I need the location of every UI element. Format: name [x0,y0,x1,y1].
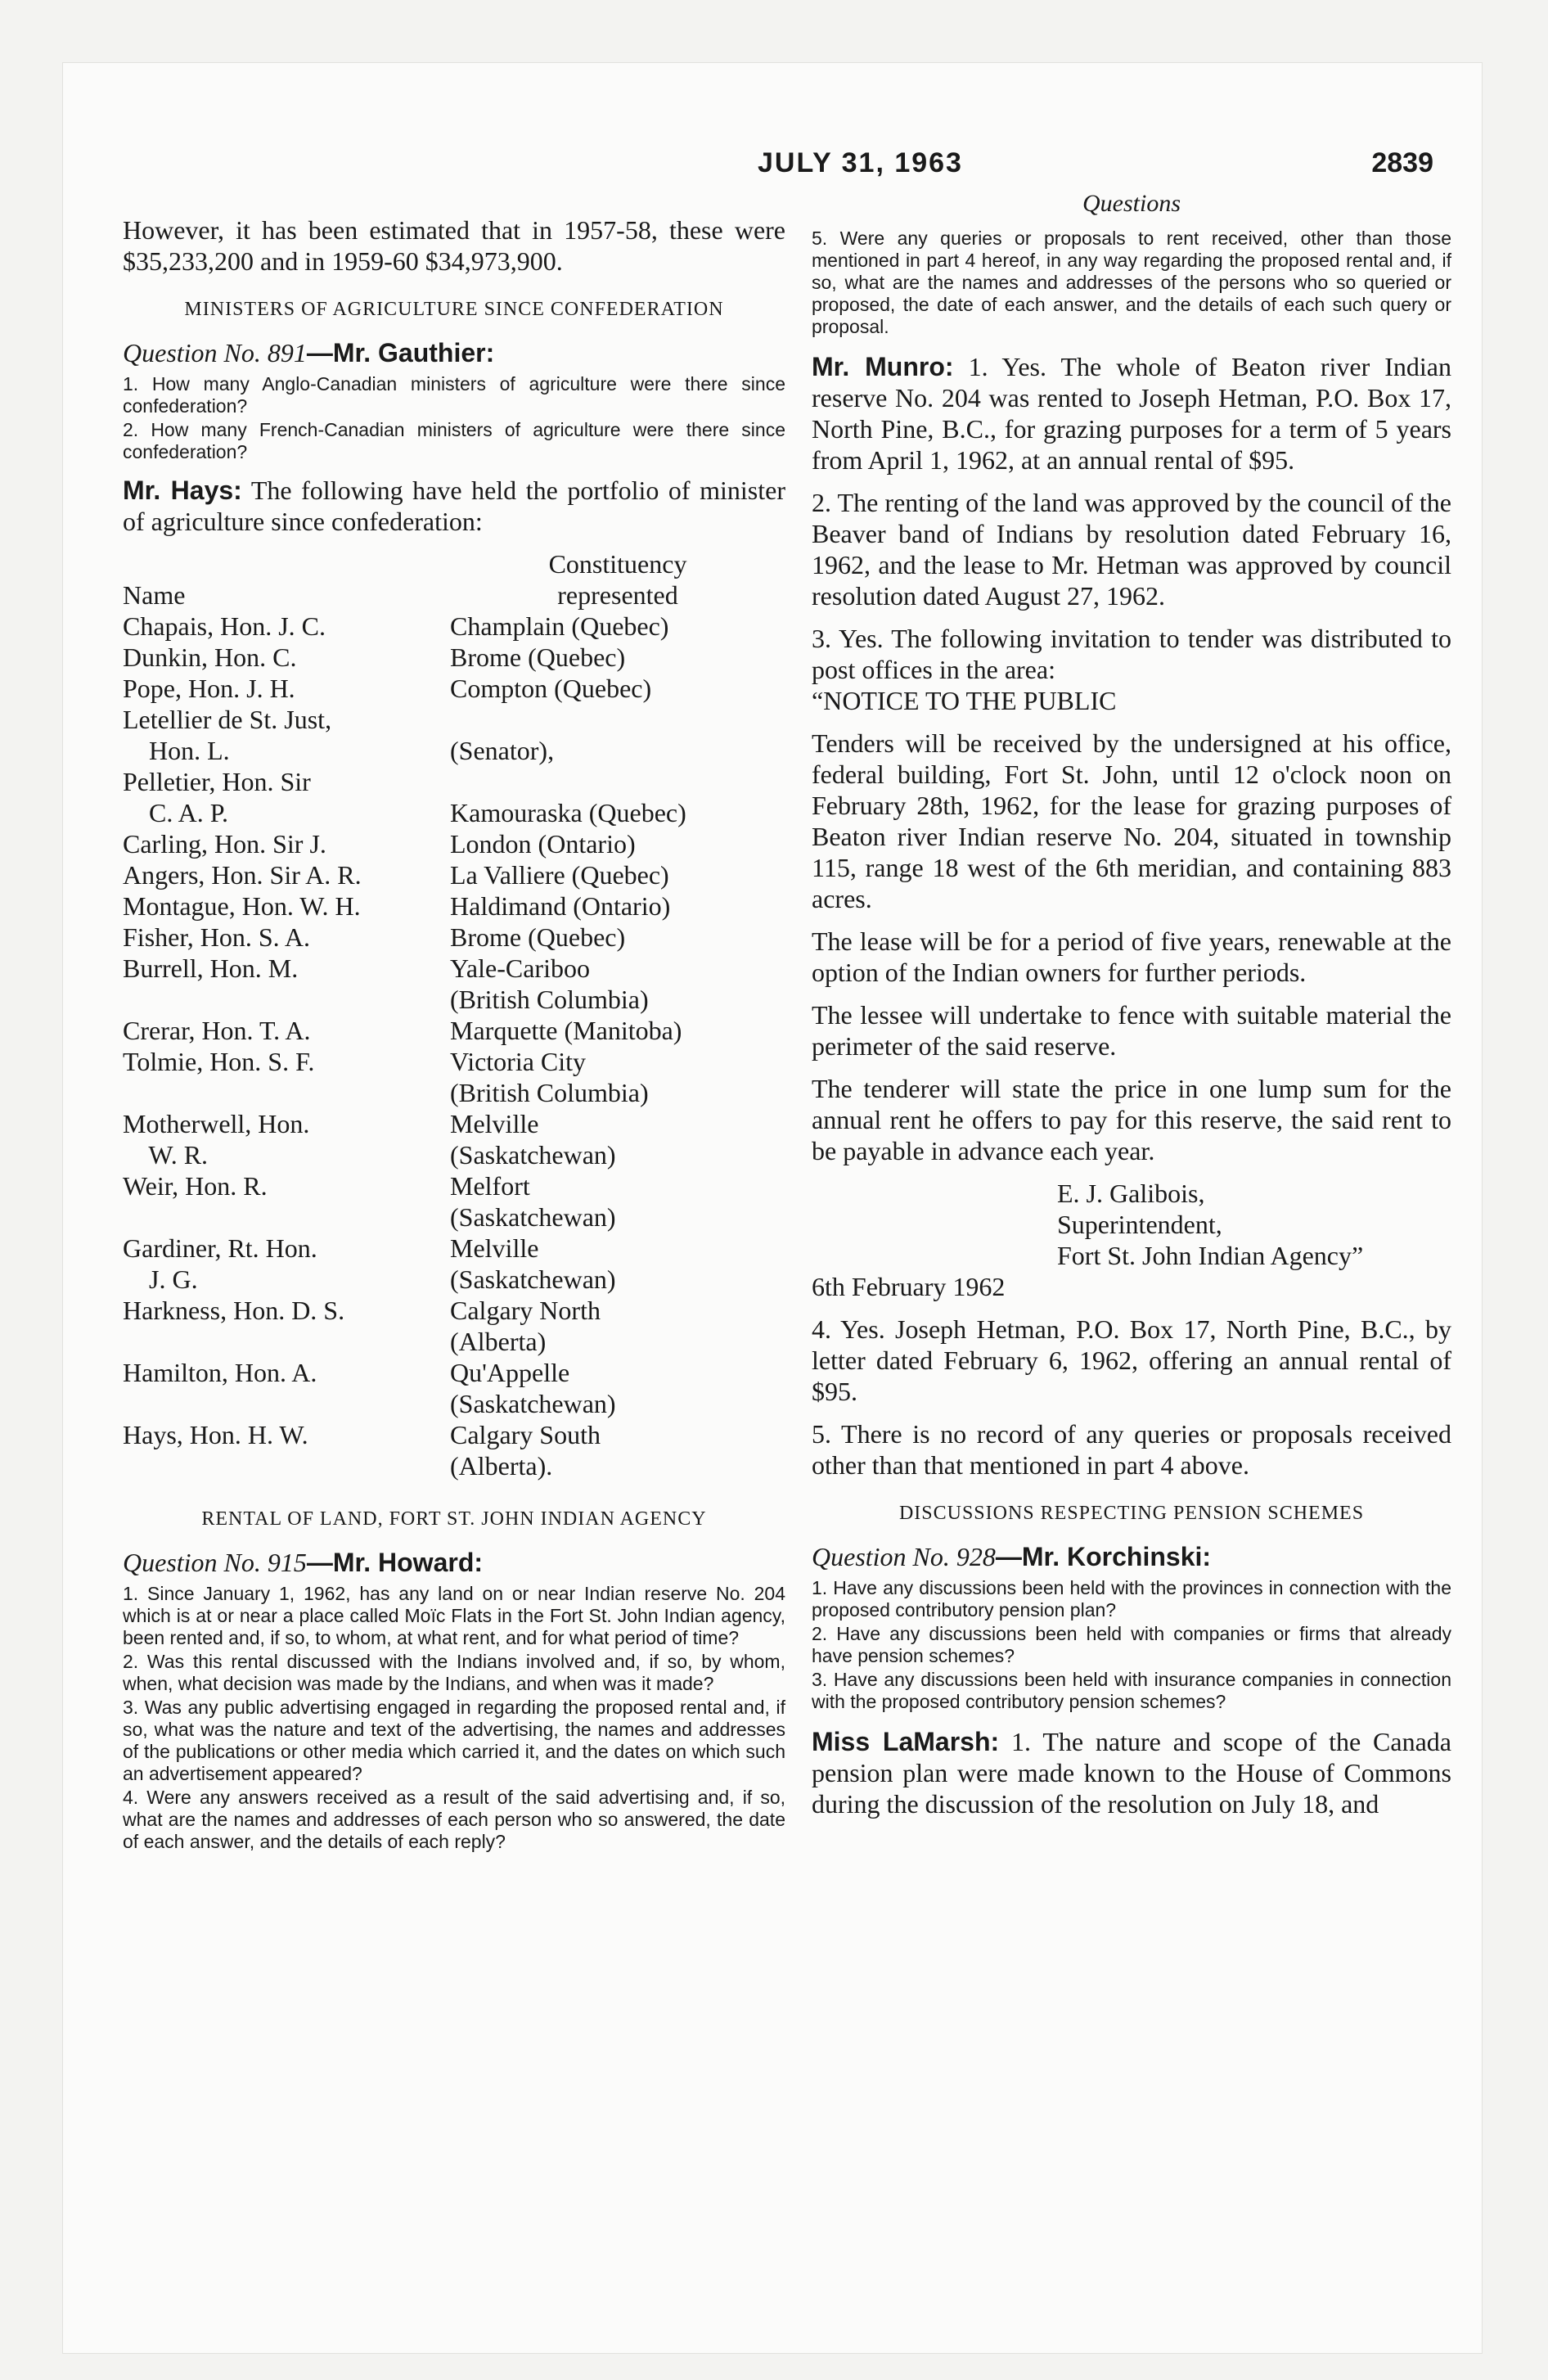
column-header-constituency: Constituency [548,549,687,579]
minister-name-cell: Motherwell, Hon. [123,1109,310,1138]
minister-name-cell: Hon. L. [123,736,230,765]
question-member: —Mr. Korchinski: [995,1542,1212,1571]
table-row [123,1295,785,1326]
notice-paragraph: The tenderer will state the price in one lump sum for the annual rent he offers to pay for this reserve, the said rent to be payable in advance each year. [812,1074,1451,1165]
constituency-cell: Compton (Quebec) [450,674,652,703]
minister-name-cell [123,1077,450,1108]
speaker-name: Miss LaMarsh: [812,1727,1000,1756]
notice-paragraph: The lease will be for a period of five years, renewable at the option of the Indian owners for further periods. [812,926,1451,987]
table-header-row [123,548,785,579]
minister-name-cell: Pelletier, Hon. Sir [123,767,311,796]
table-row [123,890,785,922]
constituency-cell: (Alberta). [450,1451,553,1481]
constituency-cell: Yale-Cariboo [450,953,590,983]
question-part: 1. Since January 1, 1962, has any land on or near Indian reserve No. 204 which is at or near a place called Moïc Flats in the Fort St. John Indian agency, been rented and, if so, to whom, at what rent, and for what period of time? [123,1583,785,1648]
minister-name-cell: Crerar, Hon. T. A. [123,1016,311,1045]
lamarsh-answer [812,1726,1451,1819]
table-row [123,704,785,735]
question-label: Question No. 891 [123,338,307,367]
minister-name-cell: W. R. [123,1140,209,1170]
answer-text: 1. The nature and scope of the Canada pension plan were made known to the House of Commons during the discussion of the resolution on July 18, and [812,1727,1452,1819]
constituency-cell: Melfort [450,1171,530,1201]
answer-3: 3. Yes. The following invitation to tender was distributed to post offices in the area: [812,624,1451,684]
table-row [123,642,785,673]
minister-name-cell [123,1201,450,1233]
signature-agency: Fort St. John Indian Agency” [1057,1241,1364,1270]
ministers-table [123,548,785,1481]
constituency-cell [450,766,785,797]
table-row [123,766,785,797]
page-header [62,147,1483,188]
table-row [123,984,785,1015]
constituency-cell: Brome (Quebec) [450,922,626,952]
table-row [123,1264,785,1295]
constituency-cell: (Alberta) [450,1327,547,1356]
question-member: —Mr. Gauthier: [306,338,495,367]
page-number: 2839 [1371,147,1433,178]
question-part: 3. Have any discussions been held with insurance companies in connection with the proposed contributory pension schemes? [812,1669,1451,1712]
answer-5: 5. There is no record of any queries or proposals received other than that mentioned in part 4 above. [812,1419,1451,1480]
constituency-cell: Marquette (Manitoba) [450,1016,682,1045]
table-row [123,922,785,953]
notice-date: 6th February 1962 [812,1272,1006,1301]
signature-title: Superintendent, [1057,1210,1222,1239]
constituency-cell: Haldimand (Ontario) [450,891,671,921]
minister-name-cell: Chapais, Hon. J. C. [123,611,326,641]
minister-name-cell: C. A. P. [123,798,228,827]
constituency-cell: Calgary North [450,1296,601,1325]
section-heading-rental: RENTAL OF LAND, FORT ST. JOHN INDIAN AGENCY [201,1508,707,1530]
question-891-parts [123,373,785,463]
constituency-cell: Kamouraska (Quebec) [450,798,686,827]
table-row [123,1077,785,1108]
minister-name-cell: Weir, Hon. R. [123,1171,268,1201]
table-row [123,953,785,984]
table-row [123,1108,785,1139]
constituency-cell: (Saskatchewan) [450,1202,616,1232]
minister-name-cell: Angers, Hon. Sir A. R. [123,860,362,890]
notice-paragraph: Tenders will be received by the undersigned at his office, federal building, Fort St. John, until 12 o'clock noon on February 28th, 1962, for the lease for grazing purposes of Beaton river Indian reserve No. 204, situated in township 115, range 18 west of the 6th meridian, and containing 883 acres. [812,728,1451,913]
constituency-cell: (Senator), [450,736,555,765]
table-row [123,1326,785,1357]
table-row [123,1046,785,1077]
constituency-cell: London (Ontario) [450,829,636,859]
table-row [123,1201,785,1233]
table-row [123,611,785,642]
column-header-name: Name [123,580,186,610]
question-part: 3. Was any public advertising engaged in regarding the proposed rental and, if so, what was the nature and text of the advertising, the names and addresses of the publications or other media which carried it, and the dates on which such an advertisement appeared? [123,1697,785,1784]
minister-name-cell: Burrell, Hon. M. [123,953,299,983]
table-row [123,859,785,890]
constituency-cell: (Saskatchewan) [450,1140,616,1170]
table-header-row [123,579,785,611]
question-928-parts [812,1577,1451,1713]
minister-name-cell [123,1326,450,1357]
question-part: 4. Were any answers received as a result of the said advertising and, if so, what are the names and addresses of each person who so answered, the date of each answer, and the details of each reply? [123,1787,785,1852]
speaker-name: Mr. Munro: [812,352,954,381]
question-label: Question No. 928 [812,1542,996,1571]
answer-2: 2. The renting of the land was approved by the council of the Beaver band of Indians by resolution dated February 16, 1962, and the lease to Mr. Hetman was approved by council resolution dated August 27, 1962. [812,488,1451,611]
notice-paragraph: The lessee will undertake to fence with suitable material the perimeter of the said reserve. [812,1000,1451,1061]
table-row [123,1357,785,1388]
table-row [123,1450,785,1481]
constituency-cell [450,704,785,735]
minister-name-cell: Pope, Hon. J. H. [123,674,295,703]
answer-text: 1. Yes. The whole of Beaton river Indian reserve No. 204 was rented to Joseph Hetman, P.O. Box 17, North Pine, B.C., for grazing purposes for a term of 5 years from April 1, 1962, at an annual rental of $95. [812,352,1452,475]
notice-title: “NOTICE TO THE PUBLIC [812,686,1117,715]
constituency-cell: Brome (Quebec) [450,642,626,672]
minister-name-cell: Dunkin, Hon. C. [123,642,297,672]
question-part: 1. How many Anglo-Canadian ministers of agriculture were there since confederation? [123,373,785,417]
left-column [123,214,785,1855]
minister-name-cell: Montague, Hon. W. H. [123,891,361,921]
minister-name-cell: Carling, Hon. Sir J. [123,829,326,859]
minister-name-cell: Letellier de St. Just, [123,705,332,734]
constituency-cell: Qu'Appelle [450,1358,570,1387]
table-row [123,1139,785,1170]
column-header-represented: represented [557,580,678,610]
question-member: —Mr. Howard: [306,1548,484,1577]
section-heading-ministers: MINISTERS OF AGRICULTURE SINCE CONFEDERATION [184,299,724,320]
munro-answer [812,351,1451,476]
minister-name-cell: Gardiner, Rt. Hon. [123,1233,317,1263]
question-label: Question No. 915 [123,1548,307,1577]
table-row [123,1388,785,1419]
minister-name-cell [123,1450,450,1481]
question-915-part5 [812,228,1451,338]
minister-name-cell: J. G. [123,1264,198,1294]
answer-text: The following have held the portfolio of minister of agriculture since confederation: [123,476,786,536]
constituency-cell: (Saskatchewan) [450,1389,616,1418]
constituency-cell: Melville [450,1109,539,1138]
table-row [123,1015,785,1046]
question-part: 2. Have any discussions been held with companies or firms that already have pension schemes? [812,1623,1451,1666]
constituency-cell: (British Columbia) [450,1078,649,1107]
answer-4: 4. Yes. Joseph Hetman, P.O. Box 17, North Pine, B.C., by letter dated February 6, 1962, offering an annual rental of $95. [812,1314,1451,1406]
question-915-parts [123,1583,785,1853]
minister-name-cell: Tolmie, Hon. S. F. [123,1047,315,1076]
section-heading-pension: DISCUSSIONS RESPECTING PENSION SCHEMES [898,1503,1365,1524]
right-column [812,188,1451,1831]
question-915 [123,1547,785,1578]
question-part: 2. Was this rental discussed with the Indians involved and, if so, by whom, when, what decision was made by the Indians, and when was it made? [123,1651,785,1694]
table-row [123,1233,785,1264]
minister-name-cell [123,984,450,1015]
constituency-cell: La Valliere (Quebec) [450,860,669,890]
constituency-cell: Calgary South [450,1420,601,1449]
table-row [123,1170,785,1201]
table-row [123,797,785,828]
table-row [123,673,785,704]
minister-name-cell: Hays, Hon. H. W. [123,1420,308,1449]
question-part: 1. Have any discussions been held with the provinces in connection with the proposed contributory pension plan? [812,1577,1451,1620]
table-row [123,828,785,859]
table-row [123,735,785,766]
question-part: 5. Were any queries or proposals to rent received, other than those mentioned in part 4 hereof, in any way regarding the proposed rental and, if so, what are the names and addresses of the persons who so queried or proposed, the date of each answer, and the details of each such query or proposal. [812,228,1451,337]
minister-name-cell [123,1388,450,1419]
speaker-name: Mr. Hays: [123,476,242,505]
minister-name-cell: Fisher, Hon. S. A. [123,922,310,952]
intro-paragraph: However, it has been estimated that in 1957-58, these were $35,233,200 and in 1959-60 $34,973,900. [123,215,785,276]
question-891 [123,337,785,368]
constituency-cell: Victoria City [450,1047,587,1076]
table-row [123,1419,785,1450]
constituency-cell: (British Columbia) [450,985,649,1014]
constituency-cell: Champlain (Quebec) [450,611,669,641]
minister-name-cell: Harkness, Hon. D. S. [123,1296,345,1325]
hays-answer [123,475,785,537]
constituency-cell: Melville [450,1233,539,1263]
signature-name: E. J. Galibois, [1057,1179,1205,1208]
constituency-cell: (Saskatchewan) [450,1264,616,1294]
minister-name-cell: Hamilton, Hon. A. [123,1358,317,1387]
question-part: 2. How many French-Canadian ministers of agriculture were there since confederation? [123,419,785,462]
section-title-questions: Questions [1082,190,1181,217]
question-928 [812,1541,1451,1572]
running-head: JULY 31, 1963 [758,147,963,178]
